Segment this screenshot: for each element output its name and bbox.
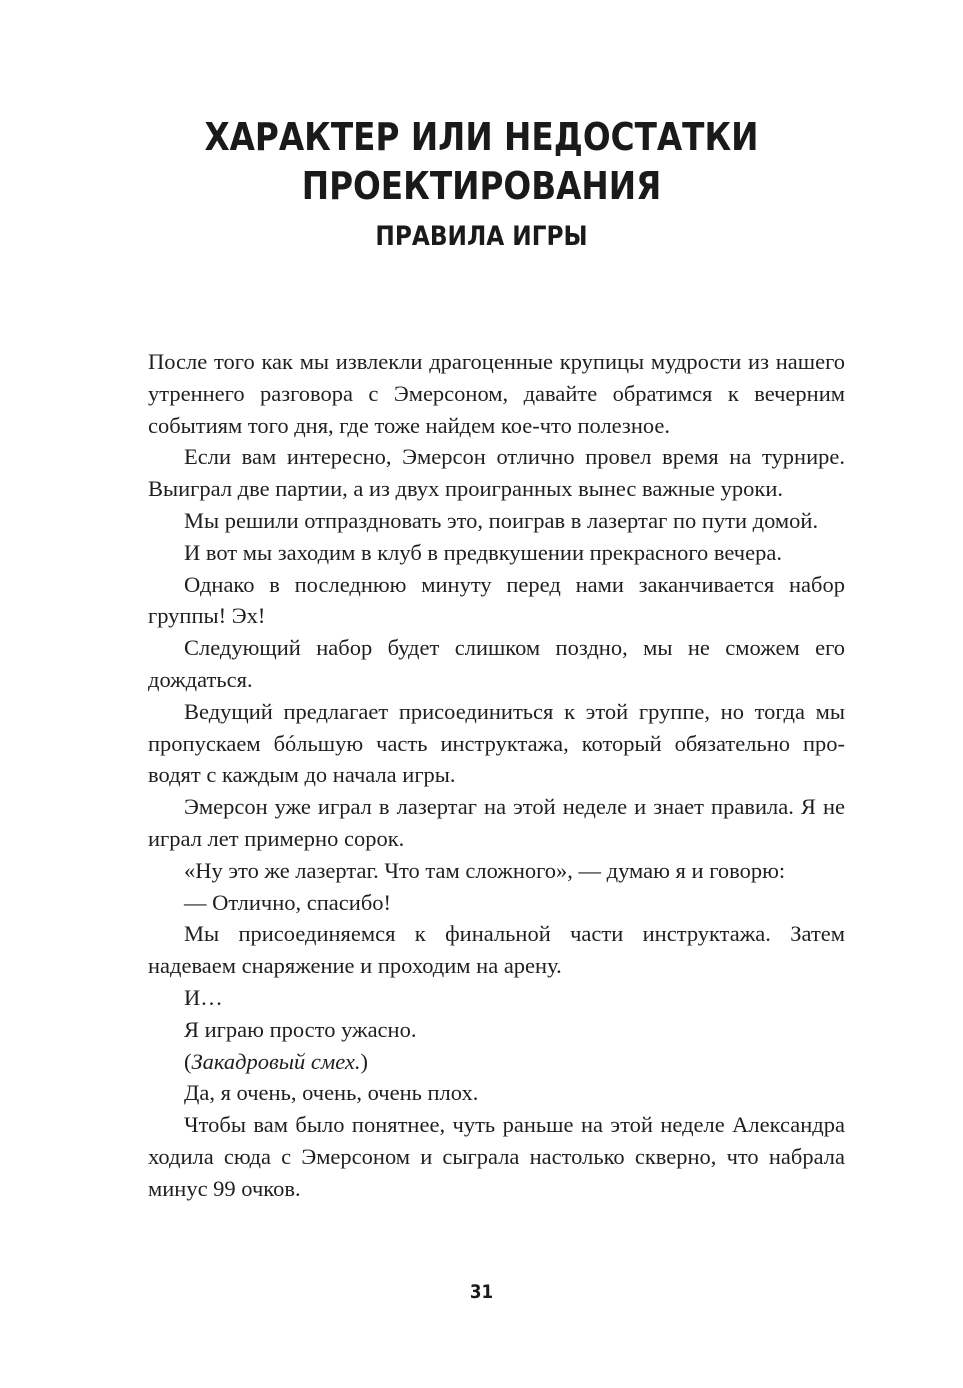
paragraph: И… [184, 984, 223, 1010]
paragraph: «Ну это же лазертаг. Что там сложного», — думаю я и говорю: [184, 857, 786, 883]
paragraph: Чтобы вам было понятнее, чуть раньше на этой неделе Александра ходила сюда с Эмерсоном и сыграла настолько скверно, что набрала минус 99 очков. [148, 1112, 845, 1201]
paragraph-italic-aside: (Закадровый смех.) [184, 1048, 369, 1074]
chapter-subtitle: ПРАВИЛА ИГРЫ [375, 221, 588, 252]
paragraph: После того как мы извлекли драгоценные крупицы мудрости из нашего утреннего разговора с Эмерсоном, давайте обратимся к вечерним событиям того дня, где тоже найдем кое-что полезное. [148, 349, 845, 438]
page-number: 31 [469, 1281, 494, 1303]
chapter-title-line-2: ПРОЕКТИРОВАНИЯ [301, 164, 662, 208]
paragraph: Однако в последнюю минуту перед нами заканчивается набор группы! Эх! [148, 571, 845, 629]
chapter-title [153, 113, 809, 211]
paragraph: Мы присоединяемся к финальной части инструктажа. Затем надеваем снаряжение и проходим на арену. [148, 921, 845, 979]
aside-text: Закадровый смех. [191, 1048, 361, 1074]
chapter-title-line-1: ХАРАКТЕР ИЛИ НЕДОСТАТКИ [204, 115, 759, 159]
paragraph: Мы решили отпраздновать это, поиграв в лазертаг по пути домой. [184, 507, 819, 533]
paragraph: Да, я очень, очень, очень плох. [184, 1080, 479, 1106]
paragraph: Ведущий предлагает присоединиться к этой группе, но тогда мы пропускаем бóльшую часть инструктажа, который обязательно проводят с каждым до начала игры. [148, 698, 845, 788]
paragraph: — Отлично, спасибо! [184, 889, 392, 915]
paragraph: Если вам интересно, Эмерсон отлично провел время на турнире. Выиграл две партии, а из двух проигранных вынес важные уроки. [148, 444, 845, 502]
paragraph: Следующий набор будет слишком поздно, мы не сможем его дождаться. [148, 635, 845, 692]
body-text [148, 346, 845, 1205]
paragraph: Эмерсон уже играл в лазертаг на этой неделе и знает правила. Я не играл лет примерно сорок. [148, 794, 845, 851]
paragraph: И вот мы заходим в клуб в предвкушении прекрасного вечера. [184, 539, 782, 565]
paragraph: Я играю просто ужасно. [184, 1016, 417, 1042]
